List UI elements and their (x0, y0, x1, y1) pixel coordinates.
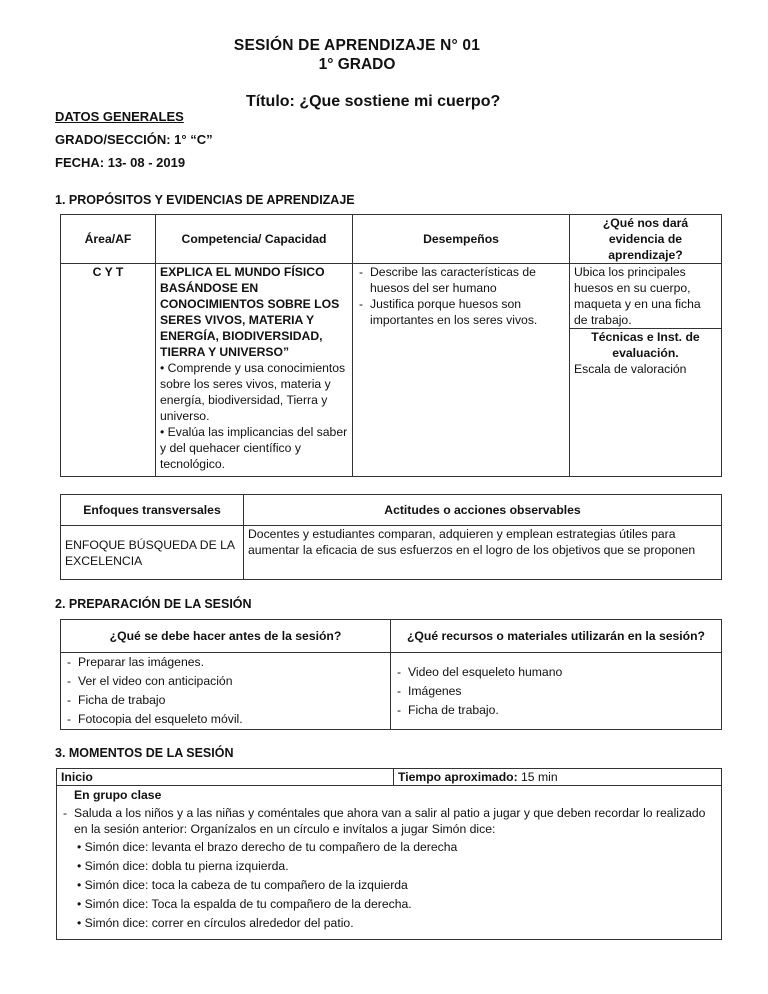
col-desempenos: Desempeños (353, 215, 570, 264)
antes-item: - Ficha de trabajo (65, 691, 386, 710)
tecnicas-heading: Técnicas e Inst. de evaluación. (591, 330, 700, 360)
recurso-item: - Imágenes (395, 682, 717, 701)
simon-item: • Simón dice: levanta el brazo derecho de tu compañero de la derecha (77, 840, 458, 854)
col-area: Área/AF (61, 215, 156, 264)
evidencia-cell (570, 264, 722, 477)
enfoques-table (60, 494, 722, 580)
simon-item: • Simón dice: Toca la espalda de tu compañero de la derecha. (77, 897, 412, 911)
col-actitudes: Actitudes o acciones observables (244, 495, 722, 526)
recursos-cell (391, 653, 722, 730)
capacidad-1: • Comprende y usa conocimientos sobre los seres vivos, materia y energía, biodiversidad, Tierra y universo. (160, 361, 346, 423)
competencia-cell (156, 264, 353, 477)
recurso-item: - Ficha de trabajo. (395, 701, 717, 720)
col-recursos: ¿Qué recursos o materiales utilizarán en la sesión? (391, 620, 722, 653)
purposes-table (60, 214, 722, 477)
antes-item: - Fotocopia del esqueleto móvil. (65, 710, 386, 729)
inicio-label: Inicio (57, 769, 394, 786)
col-competencia: Competencia/ Capacidad (156, 215, 353, 264)
preparation-table (60, 619, 722, 730)
competencia-text: EXPLICA EL MUNDO FÍSICO BASÁNDOSE EN CONOCIMIENTOS SOBRE LOS SERES VIVOS, MATERIA Y ENERGÍA, BIODIVERSIDAD, TIERRA Y UNIVERSO” (160, 265, 340, 359)
section3-heading: 3. MOMENTOS DE LA SESIÓN (55, 746, 234, 760)
moments-table (56, 768, 722, 940)
grade-title: 1° GRADO (318, 56, 396, 73)
enfoque-value: ENFOQUE BÚSQUEDA DE LA EXCELENCIA (61, 526, 244, 580)
simon-item: • Simón dice: dobla tu pierna izquierda. (77, 859, 289, 873)
recurso-item: - Video del esqueleto humano (395, 663, 717, 682)
inicio-intro: - Saluda a los niños y a las niñas y coméntales que ahora van a salir al patio a jugar y que deben recordar lo realizado en la sesión anterior: Organízalos en un círculo e invítalos a jugar Simón dice: (61, 805, 717, 837)
antes-item: - Preparar las imágenes. (65, 653, 386, 672)
grade-section: GRADO/SECCIÓN: 1° “C” (55, 132, 213, 147)
antes-cell (61, 653, 391, 730)
tecnicas-value: Escala de valoración (574, 362, 687, 376)
col-enfoques: Enfoques transversales (61, 495, 244, 526)
capacidad-2: • Evalúa las implicancias del saber y del quehacer científico y tecnológico. (160, 425, 348, 471)
tiempo-label: Tiempo aproximado: (398, 770, 518, 784)
simon-item: • Simón dice: toca la cabeza de tu compañero de la izquierda (77, 878, 408, 892)
desempeno-1: - Describe las características de huesos del ser humano (357, 264, 565, 296)
lesson-title: Título: ¿Que sostiene mi cuerpo? (246, 93, 501, 110)
actitud-value: Docentes y estudiantes comparan, adquieren y emplean estrategias útiles para aumentar la eficacia de sus esfuerzos en el logro de los objetivos que se proponen (244, 526, 722, 580)
general-data-heading: DATOS GENERALES (55, 109, 184, 124)
evidencia-text: Ubica los principales huesos en su cuerpo, maqueta y en una ficha de trabajo. (570, 264, 721, 329)
col-antes: ¿Qué se debe hacer antes de la sesión? (61, 620, 391, 653)
date: FECHA: 13- 08 - 2019 (55, 155, 186, 170)
col-evidencia: ¿Qué nos dará evidencia de aprendizaje? (570, 215, 722, 264)
area-value: C Y T (61, 264, 156, 477)
tiempo-cell (394, 769, 722, 786)
antes-item: - Ver el video con anticipación (65, 672, 386, 691)
session-title: SESIÓN DE APRENDIZAJE N° 01 (233, 37, 481, 54)
simon-item: • Simón dice: correr en círculos alrededor del patio. (77, 916, 354, 930)
inicio-content (57, 786, 722, 940)
tiempo-value: 15 min (517, 770, 558, 784)
desempeno-2: - Justifica porque huesos son importantes en los seres vivos. (357, 296, 565, 328)
section2-heading: 2. PREPARACIÓN DE LA SESIÓN (55, 597, 252, 611)
section1-heading: 1. PROPÓSITOS Y EVIDENCIAS DE APRENDIZAJE (55, 193, 355, 207)
desempenos-cell (353, 264, 570, 477)
grupo-clase: En grupo clase (74, 788, 162, 802)
